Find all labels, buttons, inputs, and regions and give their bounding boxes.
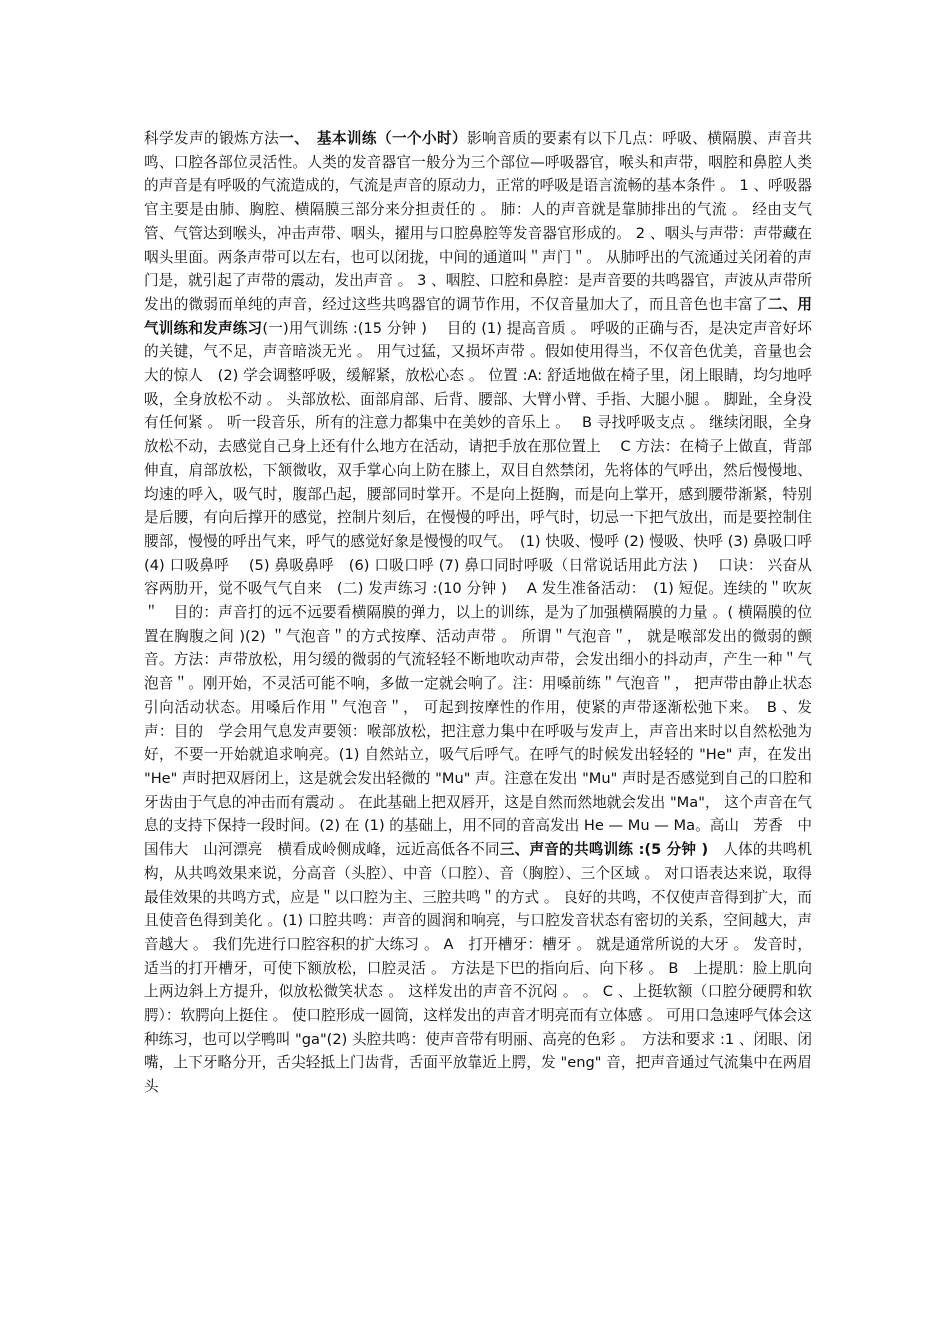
- document-paragraph: [144, 127, 827, 1099]
- section-heading-breath-and-voice: 二、用气训练和发声练习: [144, 295, 812, 337]
- section-heading-basic-training: 一、 基本训练（一个小时）: [279, 130, 468, 147]
- body-text: (一)用气训练 :(15 分钟 ) 目的 (1) 提高音质 。 呼吸的正确与否，是决定声音好坏的关键，气不足，声音暗淡无光 。 用气过猛，又损坏声带 。假如使用得当，不仅音色优美，音量也会大的惊人 (2) 学会调整呼吸，缓解紧，放松心态 。 位置 :A: 舒适地做在椅子里，闭上眼睛，均匀地呼吸，全身放松不动 。 头部放松、面部肩部、后背、腰部、大臂小臂、手指、大腿小腿 。 脚趾，全身没有任何紧 。 听一段音乐，所有的注意力都集中在美妙的音乐上 。 B 寻找呼吸支点 。 继续闭眼，全身放松不动，去感觉自己身上还有什么地方在活动，请把手放在那位置上 C 方法：在椅子上做直，背部伸直，肩部放松，下颔微收，双手掌心向上防在膝上，双目自然禁闭，先将体的气呼出，然后慢慢地、均速的呼入，吸气时，腹部凸起，腰部同时掌开。不是向上挺胸，而是向上掌开，感到腰带渐紧，特别是后腰，有向后撑开的感觉，控制片刻后，在慢慢的呼出，呼气时，切忌一下把气放出，而是要控制住腰部，慢慢的呼出气来，呼气的感觉好象是慢慢的叹气。 (1) 快吸、慢呼 (2) 慢吸、快呼 (3) 鼻吸口呼 (4) 口吸鼻呼 (5) 鼻吸鼻呼 (6) 口吸口呼 (7) 鼻口同时呼吸（日常说话用此方法 ) 口诀： 兴奋从容两肋开，觉不吸气气自来 (二) 发声练习 :(10 分钟 ) A 发生准备活动： (1) 短促。连续的＂吹灰＂ 目的：声音打的远不远要看横隔膜的弹力，以上的训练，是为了加强横隔膜的力量 。( 横隔膜的位置在胸腹之间 )(2) ＂气泡音＂的方式按摩、活动声带 。 所谓＂气泡音＂， 就是喉部发出的微弱的颤音。方法：声带放松，用匀缓的微弱的气流轻轻不断地吹动声带，会发出细小的抖动声，产生一种＂气泡音＂。刚开始，不灵活可能不响，多做一定就会响了。注：用嗓前练＂气泡音＂， 把声带由静止状态引向活动状态。用嗓后作用＂气泡音＂， 可起到按摩性的作用，使紧的声带逐渐松弛下来。 B 、发声：目的 学会用气息发声要领：喉部放松，把注意力集中在呼吸与发声上，声音出来时以自然松弛为好，不要一开始就追求响亮。(1) 自然站立，吸气后呼气。在呼气的时候发出轻轻的 "He" 声，在发出 "He" 声时把双唇闭上，这是就会发出轻微的 "Mu" 声。注意在发出 "Mu" 声时是否感觉到自己的口腔和牙齿由于气息的冲击而有震动 。 在此基础上把双唇开，这是自然而然地就会发出 "Ma"， 这个声音在气息的支持下保持一段时间。(2) 在 (1) 的基础上，用不同的音高发出 He — Mu — Ma。高山 芳香 中国伟大 山河漂亮 横看成岭侧成峰，远近高低各不同: [144, 319, 827, 859]
- body-text: 影响音质的要素有以下几点：呼吸、横隔膜、声音共鸣、口腔各部位灵活性。人类的发音器官一般分为三个部位—呼吸器官，喉头和声带，咽腔和鼻腔人类的声音是有呼吸的气流造成的，气流是声音的原动力，正常的呼吸是语言流畅的基本条件 。 1 、呼吸器官主要是由肺、胸腔、横隔膜三部分来分担责任的 。 肺：人的声音就是靠肺排出的气流 。 经由支气管、气管达到喉头，冲击声带、咽头，擢用与口腔鼻腔等发音器官形成的。 2 、咽头与声带：声带藏在咽头里面。两条声带可以左右，也可以闭拢，中间的通道叫＂声门＂。 从肺呼出的气流通过关闭着的声门是，就引起了声带的震动，发出声音 。 3 、咽腔、口腔和鼻腔：是声音要的共鸣器官，声波从声带所发出的微弱而单纯的声音，经过这些共鸣器官的调节作用，不仅音量加大了，而且音色也丰富了: [144, 130, 812, 313]
- document-title-text: 科学发声的锻炼方法: [144, 130, 280, 147]
- section-heading-resonance: 三、声音的共鸣训练 :(5 分钟 ): [499, 841, 709, 859]
- document-body: [144, 127, 827, 1099]
- body-text: 人体的共鸣机构，从共鸣效果来说，分高音（头腔）、中音（口腔）、音（胸腔）、三个区域 。 对口语表达来说，取得最佳效果的共鸣方式，应是＂以口腔为主、三腔共鸣＂的方式 。 良好的共鸣，不仅使声音得到扩大，而且使音色得到美化 。(1) 口腔共鸣：声音的圆润和响亮，与口腔发音状态有密切的关系，空间越大，声音越大 。 我们先进行口腔容积的扩大练习 。 A 打开槽牙：槽牙 。 就是通常所说的大牙 。 发音时，适当的打开槽牙，可使下额放松，口腔灵活 。 方法是下巴的指向后、向下移 。 B 上提肌：脸上肌向上两边斜上方提升，似放松微笑状态 。 这样发出的声音不沉闷 。 。 C 、上挺软额（口腔分硬腭和软腭）：软腭向上挺住 。 使口腔形成一圆筒，这样发出的声音才明亮而有立体感 。 可用口急速呼气体会这种练习，也可以学鸭叫 "ga"(2) 头腔共鸣：使声音带有明丽、高亮的色彩 。 方法和要求 :1 、闭眼、闭嘴，上下牙略分开，舌尖轻抵上门齿背，舌面平放靠近上腭，发 "eng" 音，把声音通过气流集中在两眉头: [144, 841, 812, 1096]
